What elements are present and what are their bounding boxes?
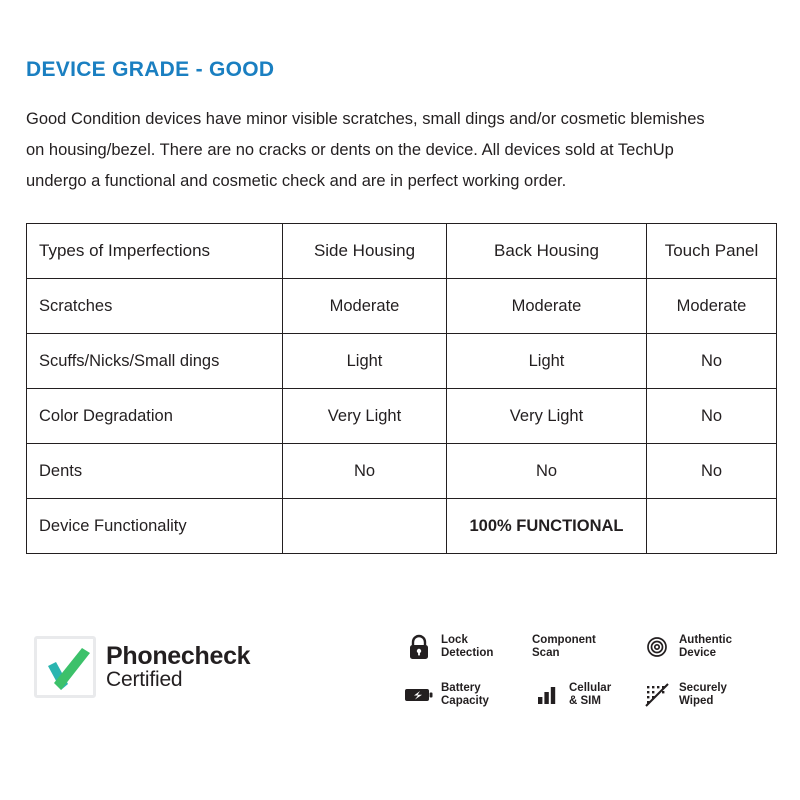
cell-side-housing: Light <box>283 334 447 389</box>
column-header-imperfections: Types of Imperfections <box>27 224 283 279</box>
row-label: Scratches <box>27 279 283 334</box>
column-header-side-housing: Side Housing <box>283 224 447 279</box>
feature-component-scan <box>532 632 642 662</box>
feature-label-line-1: Battery <box>441 681 481 694</box>
table-row <box>27 499 777 554</box>
cell-touch-panel: Moderate <box>647 279 777 334</box>
cell-back-housing: 100% FUNCTIONAL <box>447 499 647 554</box>
feature-lock-detection <box>404 632 532 662</box>
feature-badge-grid <box>404 632 774 710</box>
cell-side-housing: Very Light <box>283 389 447 444</box>
cell-side-housing: Moderate <box>283 279 447 334</box>
cell-side-housing: No <box>283 444 447 499</box>
feature-cellular-sim <box>532 680 642 710</box>
feature-label-line-1: Lock <box>441 633 468 646</box>
grade-description: Good Condition devices have minor visible scratches, small dings and/or cosmetic blemishes on housing/bezel. There are no cracks or dents on the device. All devices sold at TechUp undergo a functional and cosmetic check and are in perfect working order. <box>26 110 705 190</box>
table-row <box>27 279 777 334</box>
feature-label-line-1: Securely <box>679 681 727 694</box>
logo-line-1: Phonecheck <box>106 641 251 670</box>
wiped-data-icon <box>642 680 672 710</box>
feature-label-line-2: Scan <box>532 647 560 659</box>
table-row <box>27 389 777 444</box>
checkmark-icon <box>34 636 96 698</box>
feature-label-line-2: Device <box>679 647 717 659</box>
column-header-touch-panel: Touch Panel <box>647 224 777 279</box>
imperfections-table <box>26 223 777 554</box>
cell-side-housing <box>283 499 447 554</box>
feature-label-line-2: Wiped <box>679 695 714 707</box>
feature-securely-wiped <box>642 680 767 710</box>
signal-bars-icon <box>532 680 562 710</box>
row-label: Color Degradation <box>27 389 283 444</box>
feature-label <box>441 634 493 661</box>
feature-label <box>441 682 489 709</box>
fingerprint-icon <box>642 632 672 662</box>
feature-label <box>679 682 727 709</box>
row-label: Dents <box>27 444 283 499</box>
feature-label-line-2: Detection <box>441 647 494 659</box>
row-label: Device Functionality <box>27 499 283 554</box>
feature-battery-capacity <box>404 680 532 710</box>
cell-back-housing: Moderate <box>447 279 647 334</box>
feature-label <box>679 634 732 661</box>
page-title: DEVICE GRADE - GOOD <box>26 58 275 81</box>
cell-back-housing: No <box>447 444 647 499</box>
feature-label-line-1: Component <box>532 633 596 646</box>
cell-touch-panel: No <box>647 444 777 499</box>
certification-footer <box>26 628 774 748</box>
feature-label-line-1: Authentic <box>679 633 733 646</box>
cell-back-housing: Very Light <box>447 389 647 444</box>
feature-authentic-device <box>642 632 767 662</box>
table-row <box>27 444 777 499</box>
phonecheck-certified-logo <box>34 636 250 698</box>
row-label: Scuffs/Nicks/Small dings <box>27 334 283 389</box>
feature-label <box>569 682 611 709</box>
table-row <box>27 334 777 389</box>
cell-touch-panel: No <box>647 334 777 389</box>
column-header-back-housing: Back Housing <box>447 224 647 279</box>
table-header-row <box>27 224 777 279</box>
lock-icon <box>404 632 434 662</box>
feature-label-line-2: Capacity <box>441 695 489 707</box>
cell-touch-panel <box>647 499 777 554</box>
feature-label-line-1: Cellular <box>569 681 612 694</box>
feature-label <box>532 634 596 661</box>
cell-back-housing: Light <box>447 334 647 389</box>
feature-label-line-2: & SIM <box>569 695 601 707</box>
battery-icon <box>404 680 434 710</box>
logo-line-2: Certified <box>106 668 183 692</box>
cell-touch-panel: No <box>647 389 777 444</box>
